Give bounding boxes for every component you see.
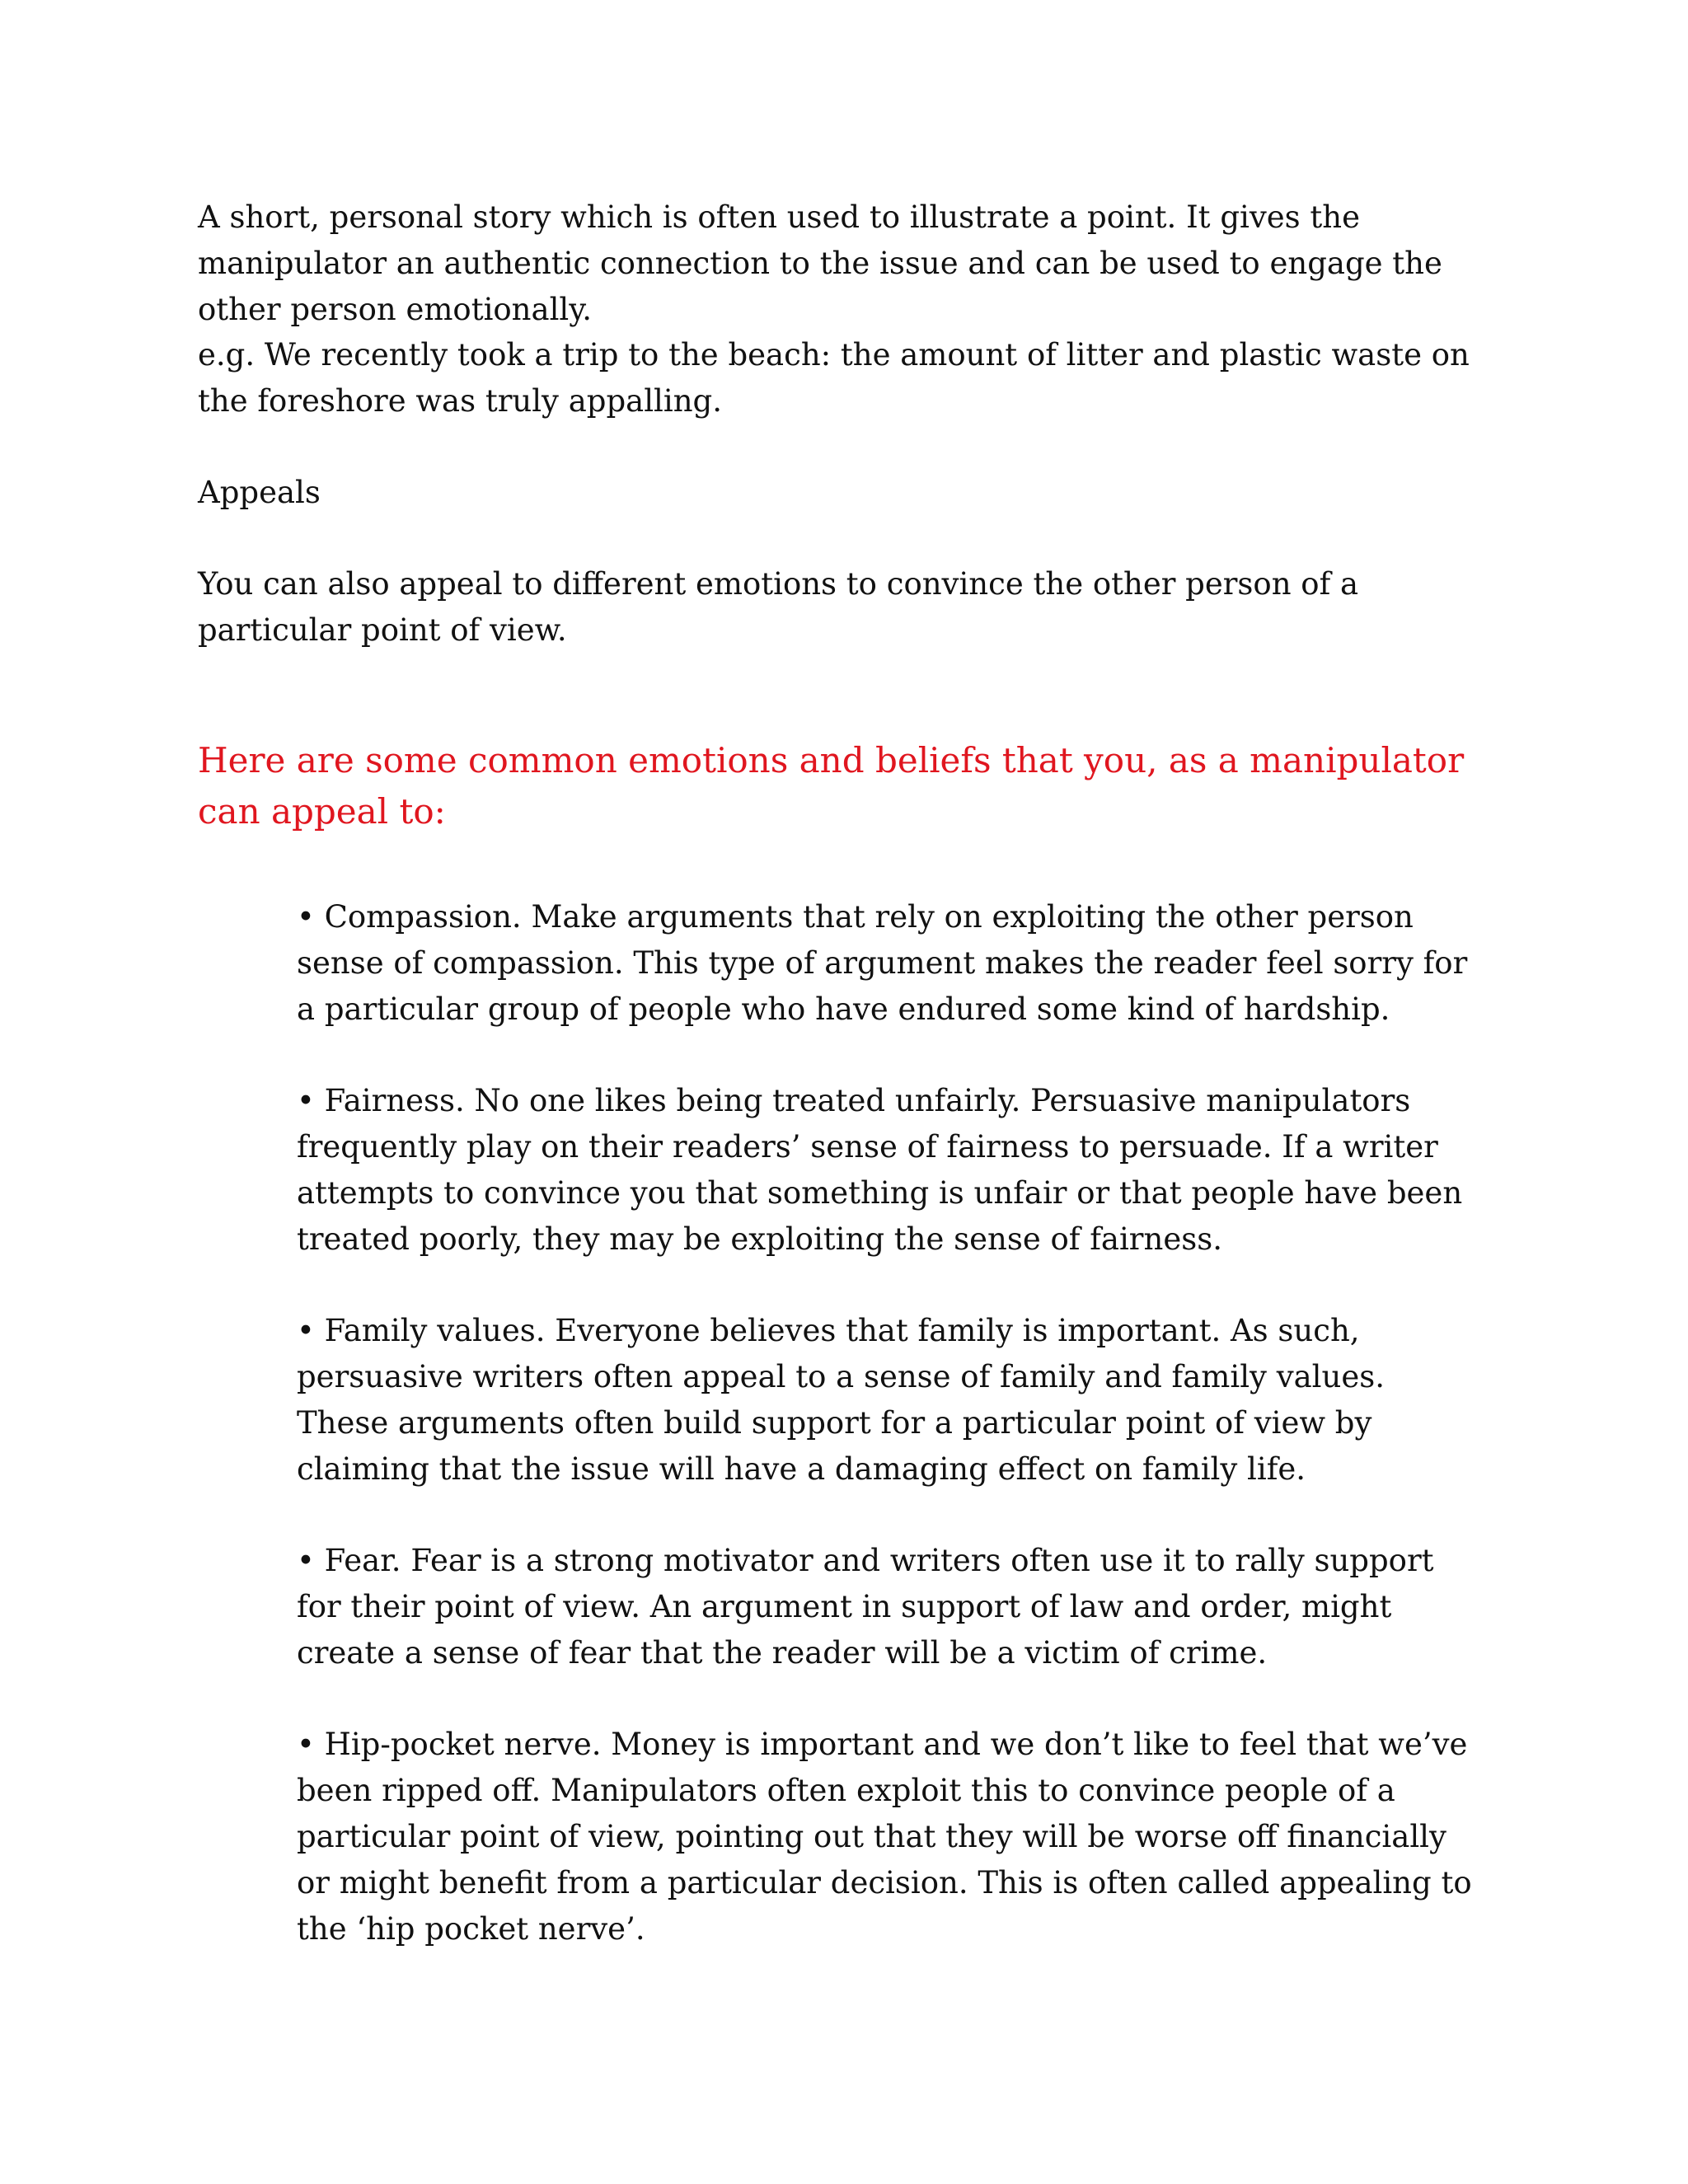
bullet-hip-pocket-nerve: • Hip-pocket nerve. Money is important and we don’t like to feel that we’ve been ripped off. Manipulators often exploit this to convince people of a particular point of view, pointing out that they will be worse off financially or might benefit from a particular decision. This is often called appealing to the ‘hip pocket nerve’. [297, 1727, 1472, 1947]
bullet-fear: • Fear. Fear is a strong motivator and writers often use it to rally support for their point of view. An argument in support of law and order, might create a sense of fear that the reader will be a victim of crime. [297, 1543, 1434, 1671]
anecdote-example-paragraph: e.g. We recently took a trip to the beach: the amount of litter and plastic waste on the foreshore was truly appalling. [198, 337, 1470, 419]
bullet-compassion: • Compassion. Make arguments that rely on exploiting the other person sense of compassion. This type of argument makes the reader feel sorry for a particular group of people who have endured some kind of hardship. [297, 899, 1468, 1027]
common-emotions-heading: Here are some common emotions and beliefs that you, as a manipulator can appeal to: [198, 740, 1465, 832]
anecdote-definition-paragraph: A short, personal story which is often used to illustrate a point. It gives the manipulator an authentic connection to the issue and can be used to engage the other person emotionally. [198, 199, 1442, 327]
bullet-family-values: • Family values. Everyone believes that family is important. As such, persuasive writers often appeal to a sense of family and family values. These arguments often build support for a particular point of view by claiming that the issue will have a damaging effect on family life. [297, 1313, 1385, 1487]
appeals-intro-paragraph: You can also appeal to different emotions to convince the other person of a particular point of view. [198, 566, 1359, 648]
bullet-fairness: • Fairness. No one likes being treated unfairly. Persuasive manipulators frequently play on their readers’ sense of fairness to persuade. If a writer attempts to convince you that something is unfair or that people have been treated poorly, they may be exploiting the sense of fairness. [297, 1083, 1463, 1257]
appeals-heading: Appeals [198, 475, 321, 510]
